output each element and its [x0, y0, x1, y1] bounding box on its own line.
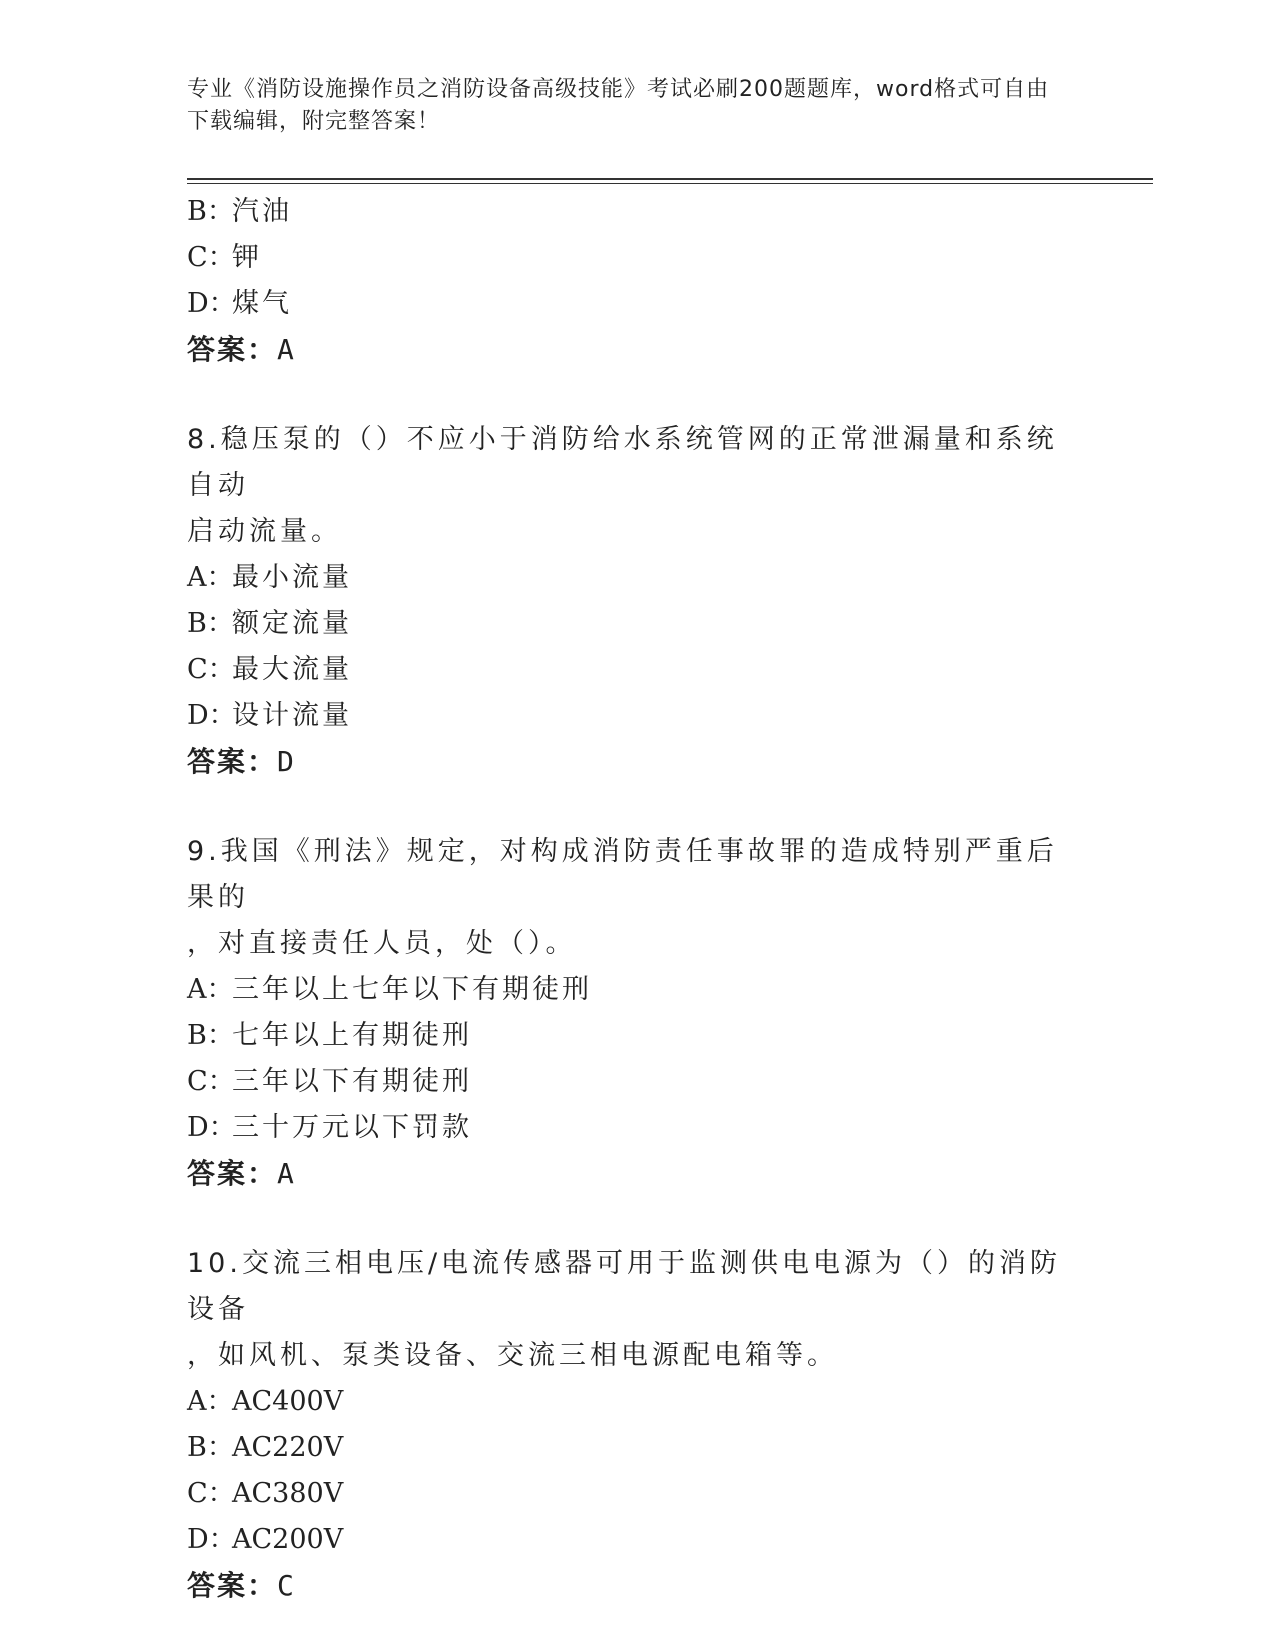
- option-letter: B：: [187, 608, 234, 639]
- answer-value: A: [277, 333, 296, 366]
- question-stem-line: ，如风机、泵类设备、交流三相电源配电箱等。: [187, 1340, 838, 1371]
- option-text: 钾: [232, 242, 262, 273]
- option-text: 三年以下有期徒刑: [232, 1066, 472, 1097]
- option-text: 最大流量: [232, 654, 352, 685]
- question-8: [187, 417, 1087, 785]
- answer-line: [187, 1563, 1087, 1609]
- option-text: AC380V: [232, 1478, 344, 1509]
- question-stem-line: 10.交流三相电压/电流传感器可用于监测供电电源为（）的消防设备: [187, 1248, 1062, 1325]
- option-letter: C：: [187, 1066, 235, 1097]
- document-header: [187, 74, 1067, 138]
- option-letter: B：: [187, 1432, 234, 1463]
- answer-label: 答案：: [187, 1569, 278, 1602]
- answer-label: 答案：: [187, 1157, 278, 1190]
- question-stem-line: 9.我国《刑法》规定，对构成消防责任事故罪的造成特别严重后果的: [187, 836, 1058, 913]
- question-9: [187, 829, 1087, 1197]
- option-letter: B：: [187, 1020, 234, 1051]
- question-stem-line: 启动流量。: [187, 516, 342, 547]
- option-letter: D：: [187, 288, 236, 319]
- option-text: 煤气: [232, 288, 292, 319]
- option-text: 额定流量: [232, 608, 352, 639]
- option-b: [187, 601, 1087, 647]
- question-spacer: [187, 785, 1087, 829]
- option-text: 设计流量: [232, 700, 352, 731]
- option-text: 七年以上有期徒刑: [232, 1020, 472, 1051]
- answer-line: [187, 327, 1087, 373]
- option-text: 三十万元以下罚款: [232, 1112, 472, 1143]
- option-letter: C：: [187, 242, 235, 273]
- option-letter: D：: [187, 1524, 236, 1555]
- option-c: [187, 235, 1087, 281]
- answer-label: 答案：: [187, 333, 278, 366]
- option-text: AC200V: [232, 1524, 344, 1555]
- option-letter: C：: [187, 1478, 235, 1509]
- answer-label: 答案：: [187, 745, 278, 778]
- option-letter: B：: [187, 196, 234, 227]
- option-a: [187, 1379, 1087, 1425]
- option-d: [187, 1517, 1087, 1563]
- option-d: [187, 281, 1087, 327]
- answer-value: C: [277, 1569, 296, 1602]
- option-a: [187, 555, 1087, 601]
- option-text: 最小流量: [232, 562, 352, 593]
- option-letter: A：: [187, 562, 234, 593]
- option-a: [187, 967, 1087, 1013]
- answer-line: [187, 1151, 1087, 1197]
- option-b: [187, 1013, 1087, 1059]
- option-text: 三年以上七年以下有期徒刑: [232, 974, 592, 1005]
- question-stem-line: 8.稳压泵的（）不应小于消防给水系统管网的正常泄漏量和系统自动: [187, 424, 1058, 501]
- option-text: AC220V: [232, 1432, 344, 1463]
- answer-value: A: [277, 1157, 296, 1190]
- option-letter: A：: [187, 1386, 234, 1417]
- question-spacer: [187, 1197, 1087, 1241]
- option-d: [187, 693, 1087, 739]
- option-b: [187, 1425, 1087, 1471]
- option-c: [187, 1471, 1087, 1517]
- option-letter: D：: [187, 1112, 236, 1143]
- option-b: [187, 189, 1087, 235]
- header-divider-thin: [187, 183, 1153, 184]
- option-letter: C：: [187, 654, 235, 685]
- header-divider-thick: [187, 178, 1153, 180]
- question-spacer: [187, 373, 1087, 417]
- question-7-continued: [187, 189, 1087, 373]
- question-list: [187, 189, 1087, 1609]
- option-c: [187, 647, 1087, 693]
- question-10: [187, 1241, 1087, 1609]
- option-letter: A：: [187, 974, 234, 1005]
- option-text: AC400V: [232, 1386, 344, 1417]
- option-d: [187, 1105, 1087, 1151]
- option-letter: D：: [187, 700, 236, 731]
- answer-line: [187, 739, 1087, 785]
- question-stem-line: ，对直接责任人员，处（）。: [187, 928, 577, 959]
- header-text: 专业《消防设施操作员之消防设备高级技能》考试必刷200题题库，word格式可自由下载编辑，附完整答案！: [187, 77, 1050, 134]
- answer-value: D: [277, 745, 296, 778]
- option-c: [187, 1059, 1087, 1105]
- option-text: 汽油: [232, 196, 292, 227]
